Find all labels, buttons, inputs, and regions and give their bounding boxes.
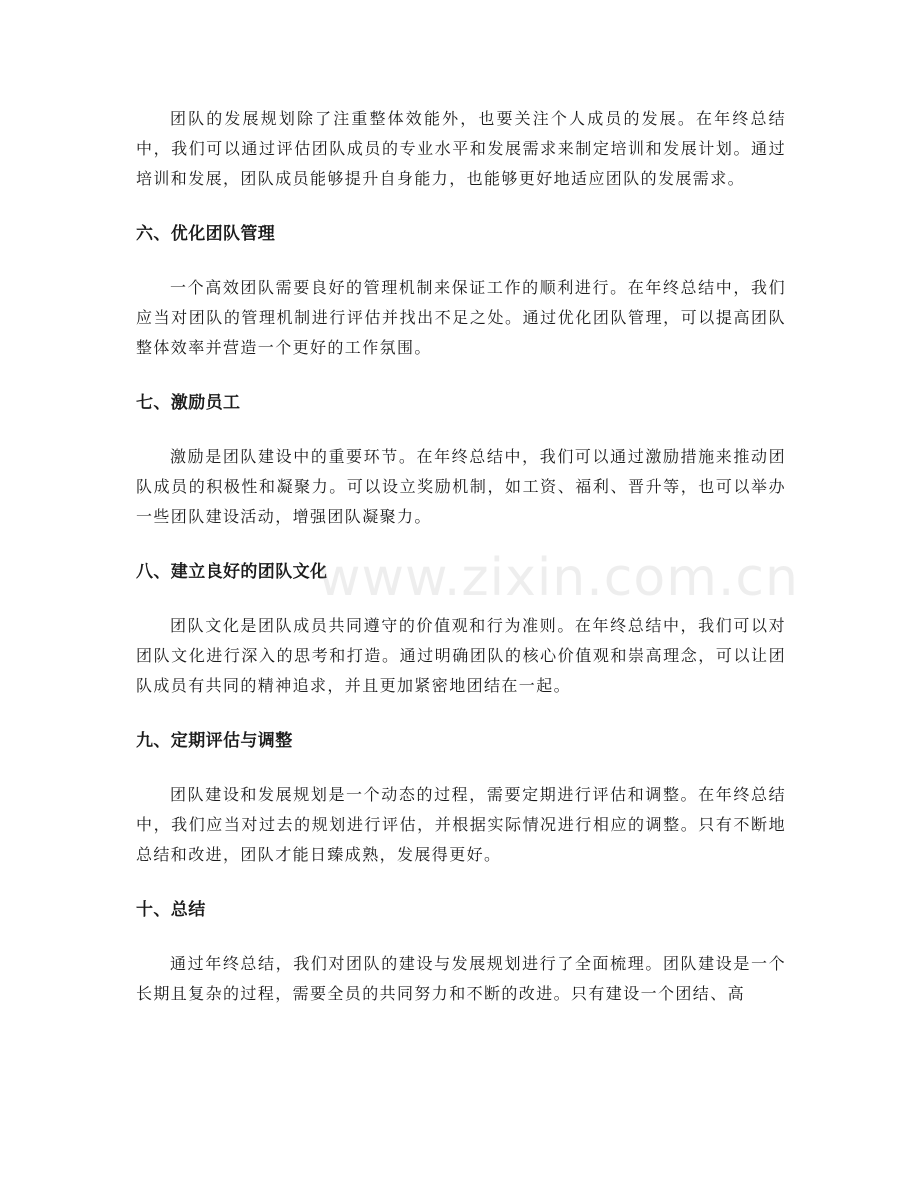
paragraph-section-7: 激励是团队建设中的重要环节。在年终总结中，我们可以通过激励措施来推动团队成员的积极性和凝聚力。可以设立奖励机制，如工资、福利、晋升等，也可以举办一些团队建设活动，增强团队凝聚力。 (136, 447, 786, 526)
document-body (136, 104, 786, 1009)
paragraph-section-6: 一个高效团队需要良好的管理机制来保证工作的顺利进行。在年终总结中，我们应当对团队的管理机制进行评估并找出不足之处。通过优化团队管理，可以提高团队整体效率并营造一个更好的工作氛围。 (136, 278, 786, 357)
section-heading-9: 九、定期评估与调整 (136, 731, 293, 751)
paragraph-intro: 团队的发展规划除了注重整体效能外，也要关注个人成员的发展。在年终总结中，我们可以通过评估团队成员的专业水平和发展需求来制定培训和发展计划。通过培训和发展，团队成员能够提升自身能力，也能够更好地适应团队的发展需求。 (136, 109, 786, 188)
watermark-text: www.zixin.com.cn (318, 548, 799, 608)
section-heading-8: 八、建立良好的团队文化 (136, 562, 328, 582)
section-heading-6: 六、优化团队管理 (136, 224, 276, 244)
paragraph-section-8: 团队文化是团队成员共同遵守的价值观和行为准则。在年终总结中，我们可以对团队文化进行深入的思考和打造。通过明确团队的核心价值观和崇高理念，可以让团队成员有共同的精神追求，并且更加紧密地团结在一起。 (136, 616, 786, 695)
section-heading-10: 十、总结 (136, 900, 206, 920)
paragraph-section-9: 团队建设和发展规划是一个动态的过程，需要定期进行评估和调整。在年终总结中，我们应当对过去的规划进行评估，并根据实际情况进行相应的调整。只有不断地总结和改进，团队才能日臻成熟，发展得更好。 (136, 785, 786, 864)
section-heading-7: 七、激励员工 (136, 393, 241, 413)
paragraph-section-10: 通过年终总结，我们对团队的建设与发展规划进行了全面梳理。团队建设是一个长期且复杂的过程，需要全员的共同努力和不断的改进。只有建设一个团结、高 (136, 954, 786, 1003)
